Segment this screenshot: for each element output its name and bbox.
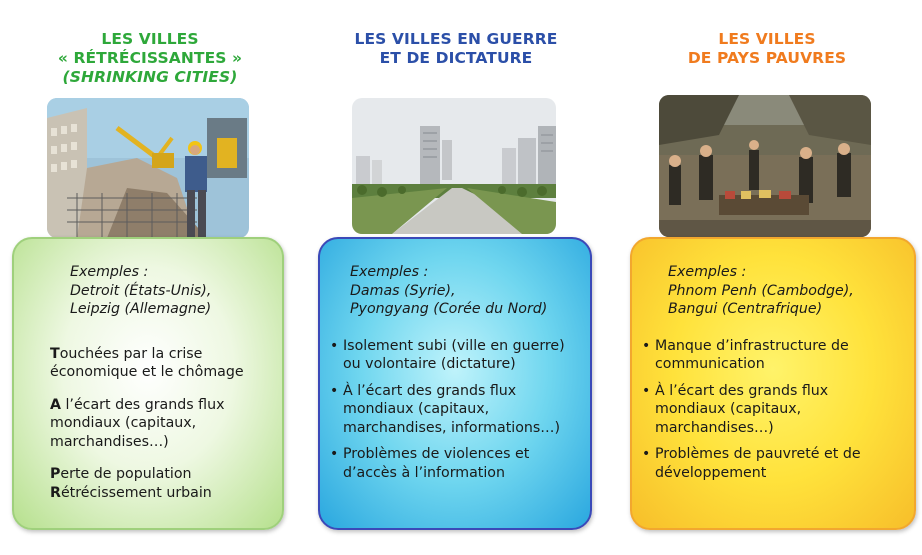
examples-label: Exemples : bbox=[70, 264, 149, 280]
item-text: À l’écart des grands flux mondiaux (capitaux, marchandises, informations…) bbox=[343, 382, 560, 436]
bullet-icon: • bbox=[642, 446, 651, 462]
initial-letter: P bbox=[50, 466, 61, 482]
heading-line: ET DE DICTATURE bbox=[379, 49, 533, 67]
item-text: l’écart des grands flux mondiaux (capitaux, marchandises…) bbox=[50, 396, 225, 450]
examples-block bbox=[50, 263, 264, 319]
list-item bbox=[642, 337, 896, 374]
initial-letter: T bbox=[50, 345, 60, 362]
bullet-icon: • bbox=[330, 382, 339, 399]
item-text: Problèmes de pauvreté et de développement bbox=[655, 446, 861, 481]
list-item bbox=[330, 445, 572, 482]
example-city: Bangui (Centrafrique) bbox=[668, 301, 823, 317]
heading-line: LES VILLES bbox=[101, 30, 199, 48]
list-item bbox=[50, 396, 264, 452]
card-poor-country-cities bbox=[630, 237, 916, 530]
bullet-icon: • bbox=[642, 337, 651, 354]
card-war-dictatorship-cities bbox=[318, 237, 592, 530]
examples-label: Exemples : bbox=[350, 264, 429, 280]
item-text: étrécissement urbain bbox=[60, 484, 212, 501]
heading-subtitle: (SHRINKING CITIES) bbox=[62, 68, 238, 86]
list-item bbox=[50, 345, 264, 382]
bullet-icon: • bbox=[642, 382, 651, 399]
item-text: Manque d’infrastructure de communication bbox=[655, 337, 849, 372]
demolition-photo bbox=[47, 98, 249, 238]
heading-line: DE PAYS PAUVRES bbox=[687, 49, 847, 67]
column-war-dictatorship-cities bbox=[306, 0, 606, 555]
column-shrinking-cities bbox=[0, 0, 300, 555]
example-city: Pyongyang (Corée du Nord) bbox=[350, 301, 548, 317]
examples-block bbox=[330, 263, 572, 319]
column-heading bbox=[612, 30, 922, 68]
list-item bbox=[642, 382, 896, 438]
feature-list bbox=[50, 345, 264, 503]
heading-line: LES VILLES bbox=[718, 30, 816, 48]
market-street-photo bbox=[659, 95, 871, 237]
heading-line: « RÉTRÉCISSANTES » bbox=[57, 49, 243, 67]
list-item bbox=[330, 382, 572, 438]
feature-list bbox=[642, 337, 896, 483]
examples-block bbox=[642, 263, 896, 319]
example-city: Leipzig (Allemagne) bbox=[70, 301, 212, 317]
list-item bbox=[330, 337, 572, 374]
initial-letter: R bbox=[50, 484, 61, 501]
heading-line: LES VILLES EN GUERRE bbox=[354, 30, 558, 48]
item-text: Isolement subi (ville en guerre) ou volontaire (dictature) bbox=[343, 337, 565, 372]
item-text: erte de population bbox=[60, 466, 192, 482]
bullet-icon: • bbox=[330, 337, 339, 354]
example-city: Detroit (États-Unis), bbox=[70, 282, 212, 299]
example-city: Phnom Penh (Cambodge), bbox=[668, 282, 854, 299]
boulevard-photo bbox=[352, 98, 556, 234]
item-text: Problèmes de violences et d’accès à l’information bbox=[343, 446, 530, 481]
example-city: Damas (Syrie), bbox=[350, 282, 456, 299]
examples-label: Exemples : bbox=[668, 264, 747, 280]
bullet-icon: • bbox=[330, 446, 339, 462]
item-text: À l’écart des grands flux mondiaux (capitaux, marchandises…) bbox=[655, 382, 829, 436]
feature-list bbox=[330, 337, 572, 483]
list-item bbox=[50, 484, 264, 503]
card-shrinking-cities bbox=[12, 237, 284, 530]
column-poor-country-cities bbox=[612, 0, 922, 555]
list-item bbox=[642, 445, 896, 482]
item-text: ouchées par la crise économique et le chômage bbox=[50, 345, 244, 380]
column-heading bbox=[306, 30, 606, 68]
initial-letter: A bbox=[50, 396, 61, 413]
list-item bbox=[50, 465, 264, 484]
column-heading bbox=[0, 30, 300, 87]
